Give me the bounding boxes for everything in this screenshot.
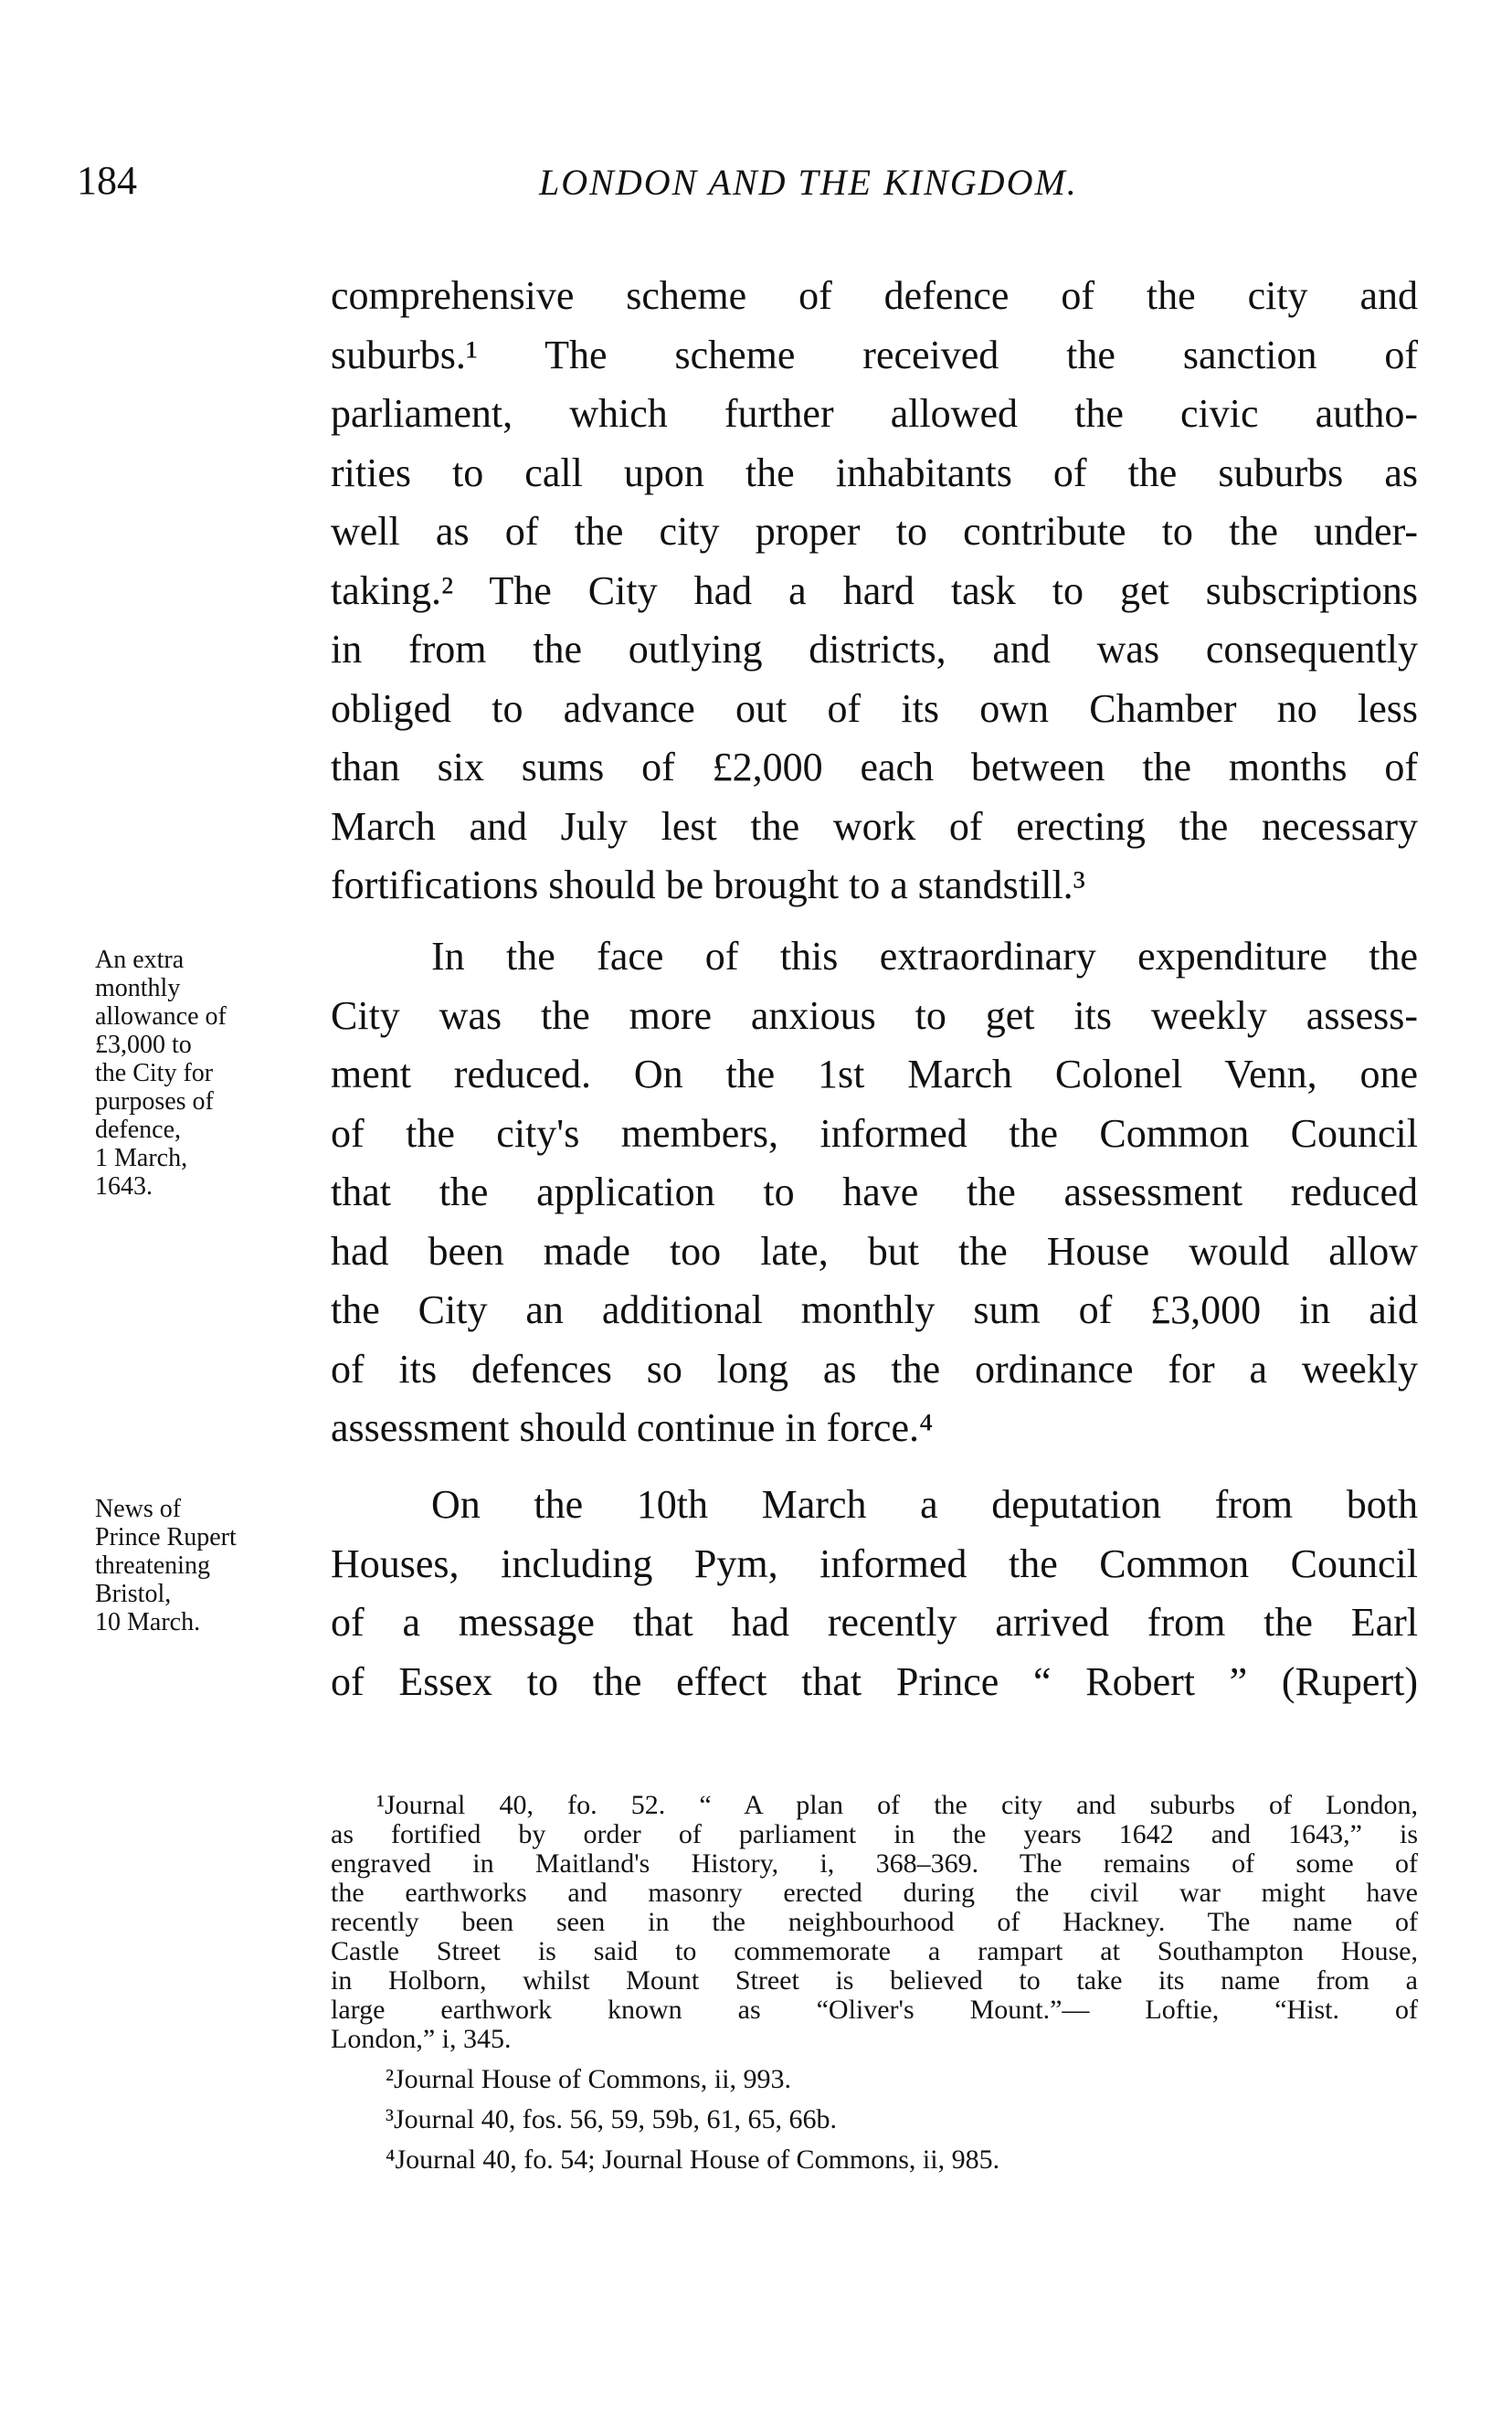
side-note-line: the City for [95,1059,214,1087]
footnote-line: Castle Street is said to commemorate a rampart at Southampton House, [331,1936,1418,1966]
footnote-line: London,” i, 345. [331,2024,512,2054]
running-title: LONDON AND THE KINGDOM. [539,162,1078,203]
body-line: of Essex to the effect that Prince “ Robert ” (Rupert) [331,1658,1418,1704]
body-line: that the application to have the assessment reduced [331,1170,1418,1214]
body-line: had been made too late, but the House would allow [331,1228,1418,1274]
footnote-2: ²Journal House of Commons, ii, 993. [386,2064,791,2094]
footnote-3: ³Journal 40, fos. 56, 59, 59b, 61, 65, 66b. [386,2104,837,2134]
footnote-line: large earthwork known as “Oliver's Mount.”— Loftie, “Hist. of [331,1995,1418,2025]
footnote-line: the earthworks and masonry erected during the civil war might have [331,1878,1418,1908]
body-line: fortifications should be brought to a standstill.³ [331,863,1085,907]
body-line: In the face of this extraordinary expenditure the [431,934,1418,979]
body-line: of its defences so long as the ordinance for a weekly [331,1346,1418,1392]
body-line: parliament, which further allowed the civic autho- [331,391,1418,436]
side-note-allowance [95,946,323,1201]
body-line: Houses, including Pym, informed the Common Council [331,1541,1418,1586]
body-line: On the 10th March a deputation from both [431,1482,1418,1527]
side-note-line: Prince Rupert [95,1523,237,1551]
side-note-rupert [95,1495,323,1636]
side-note-line: monthly [95,974,181,1002]
body-line: than six sums of £2,000 each between the months of [331,745,1418,789]
footnote-4: ⁴Journal 40, fo. 54; Journal House of Commons, ii, 985. [386,2144,1000,2175]
side-note-line: defence, [95,1116,182,1144]
page-number: 184 [77,158,137,203]
footnote-line: in Holborn, whilst Mount Street is believed to take its name from a [331,1965,1418,1996]
side-note-line: 10 March. [95,1608,201,1636]
body-line: of the city's members, informed the Common Council [331,1110,1418,1156]
body-line: ment reduced. On the 1st March Colonel Venn, one [331,1052,1418,1096]
side-note-line: 1 March, [95,1144,188,1172]
side-note-line: allowance of [95,1002,227,1031]
side-note-line: 1643. [95,1172,153,1201]
footnotes [331,1791,1418,2175]
side-note-line: purposes of [95,1087,214,1116]
body-line: taking.² The City had a hard task to get subscriptions [331,567,1418,613]
body-line: obliged to advance out of its own Chamber no less [331,685,1418,731]
body-line: of a message that had recently arrived from the Earl [331,1600,1418,1645]
body-line: City was the more anxious to get its weekly assess- [331,992,1418,1038]
side-note-line: An extra [95,946,185,974]
footnote-line: ¹Journal 40, fo. 52. “ A plan of the city and suburbs of London, [376,1790,1418,1820]
footnote-line: recently been seen in the neighbourhood of Hackney. The name of [331,1907,1418,1937]
side-note-line: Bristol, [95,1580,172,1608]
footnote-line: as fortified by order of parliament in the years 1642 and 1643,” is [331,1819,1418,1849]
paragraph-2 [331,927,1418,1458]
body-line: suburbs.¹ The scheme received the sanction of [331,332,1418,377]
paragraph-3 [331,1476,1418,1711]
footnote-1 [331,1791,1418,2054]
body-line: well as of the city proper to contribute to the under- [331,509,1418,554]
body-line: in from the outlying districts, and was consequently [331,627,1418,672]
body-line: rities to call upon the inhabitants of the suburbs as [331,450,1418,495]
body-line: comprehensive scheme of defence of the city and [331,273,1418,318]
body-line: assessment should continue in force.⁴ [331,1405,934,1450]
footnote-line: engraved in Maitland's History, i, 368–369. The remains of some of [331,1848,1418,1879]
side-note-line: News of [95,1495,182,1523]
side-note-line: £3,000 to [95,1031,192,1059]
body-line: the City an additional monthly sum of £3,000 in aid [331,1287,1418,1332]
side-note-line: threatening [95,1551,210,1580]
body-line: March and July lest the work of erecting the necessary [331,803,1418,849]
paragraph-1 [331,267,1418,916]
